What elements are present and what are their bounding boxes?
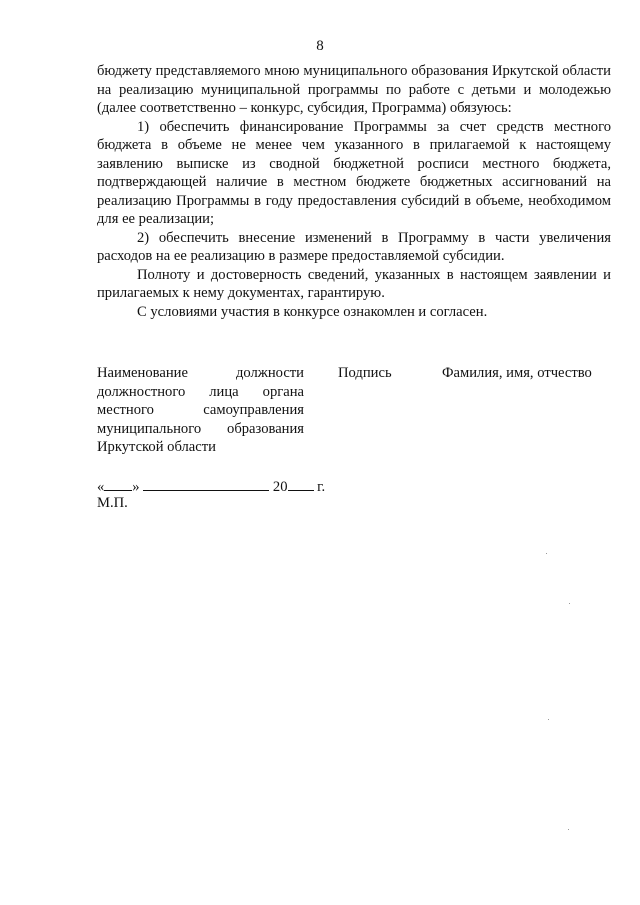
year-prefix: 20: [272, 479, 288, 495]
date-open-quote: «: [97, 479, 105, 495]
paragraph-intro: бюджету представляемого мною муниципального образования Иркутской области на реализацию муниципальной программы по работе с детьми и молодежью (далее соответственно – конкурс, субсидия, Программа) обязуюсь:: [97, 63, 611, 116]
position-label-text: Наименование должности должностного лица органа местного самоуправления муниципального образования Иркутской области: [97, 365, 304, 455]
scan-speck: [546, 553, 547, 554]
date-line: [97, 476, 325, 497]
position-label: [97, 364, 304, 457]
paragraph-agreement: С условиями участия в конкурсе ознакомлен и согласен.: [137, 303, 488, 320]
year-suffix: г.: [317, 479, 326, 495]
paragraph-guarantee: Полноту и достоверность сведений, указанных в настоящем заявлении и прилагаемых к нему документах, гарантирую.: [97, 266, 611, 301]
page-number: 8: [316, 38, 324, 54]
scan-speck: [548, 719, 549, 720]
stamp-label: М.П.: [97, 495, 128, 511]
paragraph-obligation-1: 1) обеспечить финансирование Программы за счет средств местного бюджета в объеме не менее чем указанного в прилагаемой к настоящему заявлению выписке из сводной бюджетной росписи местного бюджета, подтверждающей наличие в местном бюджете бюджетных ассигнований на реализацию Программы в году предоставления субсидий в объеме, необходимом для ее реализации;: [97, 118, 611, 227]
body-text: [97, 62, 611, 321]
signature-label: Подпись: [338, 365, 392, 381]
scan-speck: [568, 829, 569, 830]
day-blank: [104, 476, 132, 491]
fio-label: Фамилия, имя, отчество: [442, 365, 592, 381]
year-blank: [288, 476, 314, 491]
date-close-quote: »: [132, 479, 140, 495]
scan-speck: [569, 603, 570, 604]
month-blank: [143, 476, 269, 491]
paragraph-obligation-2: 2) обеспечить внесение изменений в Программу в части увеличения расходов на ее реализацию в размере предоставляемой субсидии.: [97, 229, 611, 264]
